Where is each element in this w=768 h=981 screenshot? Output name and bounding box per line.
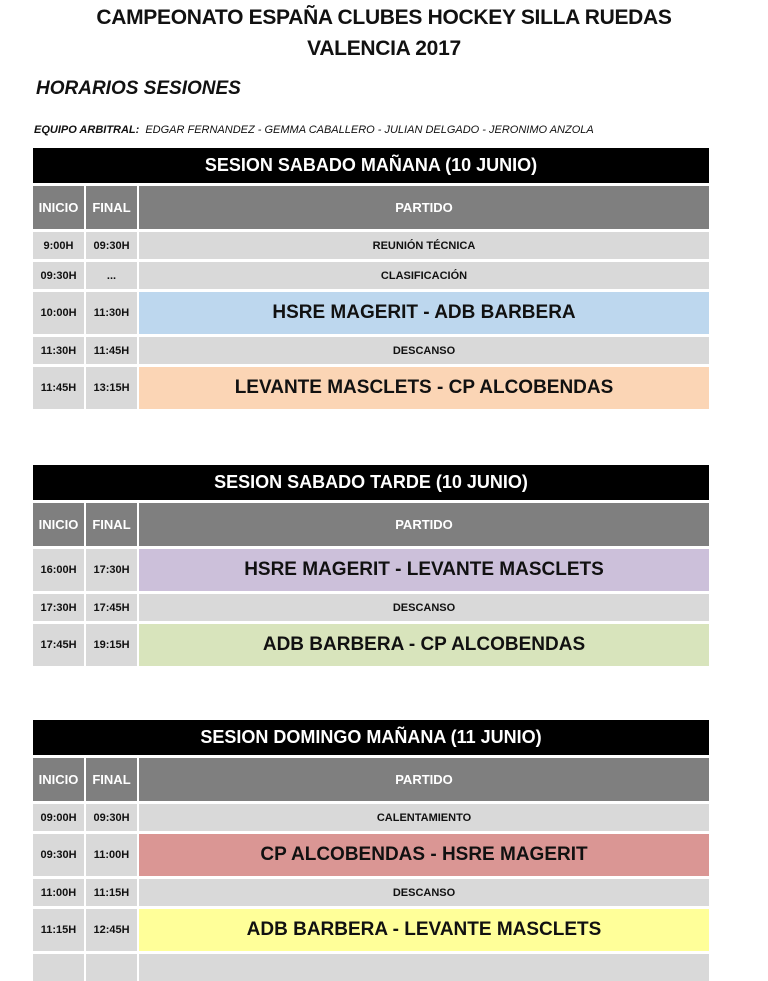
activity-name: DESCANSO: [139, 879, 709, 906]
start-time: 17:45H: [33, 624, 84, 666]
match-row: [33, 292, 709, 334]
column-header-match: PARTIDO: [139, 758, 709, 801]
activity-name: CALENTAMIENTO: [139, 804, 709, 831]
activity-name: [139, 954, 709, 981]
referees-label: EQUIPO ARBITRAL:: [34, 124, 140, 136]
session-title: SESION SABADO TARDE (10 JUNIO): [33, 465, 709, 500]
end-time: 12:45H: [86, 909, 137, 951]
column-header-end: FINAL: [86, 503, 137, 546]
session-table: [33, 720, 709, 981]
column-header-row: [33, 758, 709, 801]
start-time: 16:00H: [33, 549, 84, 591]
end-time: 11:00H: [86, 834, 137, 876]
session-title: SESION DOMINGO MAÑANA (11 JUNIO): [33, 720, 709, 755]
match-row: [33, 624, 709, 666]
match-row: [33, 834, 709, 876]
start-time: [33, 954, 84, 981]
start-time: 09:00H: [33, 804, 84, 831]
start-time: 09:30H: [33, 262, 84, 289]
column-header-start: INICIO: [33, 758, 84, 801]
session-title: SESION SABADO MAÑANA (10 JUNIO): [33, 148, 709, 183]
match-name: ADB BARBERA - LEVANTE MASCLETS: [139, 909, 709, 951]
end-time: 17:30H: [86, 549, 137, 591]
match-row: [33, 367, 709, 409]
match-name: CP ALCOBENDAS - HSRE MAGERIT: [139, 834, 709, 876]
end-time: 09:30H: [86, 804, 137, 831]
schedule-row: [33, 594, 709, 621]
end-time: 09:30H: [86, 232, 137, 259]
session-table: [33, 148, 709, 409]
schedule-row: [33, 804, 709, 831]
column-header-match: PARTIDO: [139, 503, 709, 546]
column-header-start: INICIO: [33, 503, 84, 546]
end-time: 11:15H: [86, 879, 137, 906]
section-heading: HORARIOS SESIONES: [36, 78, 241, 99]
referees-line: [34, 124, 594, 136]
schedule-row: [33, 879, 709, 906]
session-table: [33, 465, 709, 666]
start-time: 09:30H: [33, 834, 84, 876]
schedule-row: [33, 337, 709, 364]
column-header-end: FINAL: [86, 186, 137, 229]
match-name: HSRE MAGERIT - ADB BARBERA: [139, 292, 709, 334]
match-name: ADB BARBERA - CP ALCOBENDAS: [139, 624, 709, 666]
start-time: 10:00H: [33, 292, 84, 334]
match-name: LEVANTE MASCLETS - CP ALCOBENDAS: [139, 367, 709, 409]
start-time: 17:30H: [33, 594, 84, 621]
schedule-row: [33, 262, 709, 289]
end-time: ...: [86, 262, 137, 289]
end-time: [86, 954, 137, 981]
end-time: 13:15H: [86, 367, 137, 409]
match-name: HSRE MAGERIT - LEVANTE MASCLETS: [139, 549, 709, 591]
activity-name: CLASIFICACIÓN: [139, 262, 709, 289]
page-title: CAMPEONATO ESPAÑA CLUBES HOCKEY SILLA RUEDAS: [96, 6, 672, 29]
referees-names: EDGAR FERNANDEZ - GEMMA CABALLERO - JULIAN DELGADO - JERONIMO ANZOLA: [145, 124, 594, 136]
column-header-row: [33, 186, 709, 229]
end-time: 19:15H: [86, 624, 137, 666]
page-subtitle: VALENCIA 2017: [307, 37, 461, 60]
schedule-row: [33, 954, 709, 981]
start-time: 11:00H: [33, 879, 84, 906]
activity-name: REUNIÓN TÉCNICA: [139, 232, 709, 259]
column-header-start: INICIO: [33, 186, 84, 229]
activity-name: DESCANSO: [139, 337, 709, 364]
match-row: [33, 909, 709, 951]
activity-name: DESCANSO: [139, 594, 709, 621]
start-time: 11:45H: [33, 367, 84, 409]
column-header-match: PARTIDO: [139, 186, 709, 229]
start-time: 11:15H: [33, 909, 84, 951]
end-time: 11:30H: [86, 292, 137, 334]
end-time: 11:45H: [86, 337, 137, 364]
start-time: 9:00H: [33, 232, 84, 259]
column-header-end: FINAL: [86, 758, 137, 801]
match-row: [33, 549, 709, 591]
start-time: 11:30H: [33, 337, 84, 364]
column-header-row: [33, 503, 709, 546]
end-time: 17:45H: [86, 594, 137, 621]
schedule-row: [33, 232, 709, 259]
